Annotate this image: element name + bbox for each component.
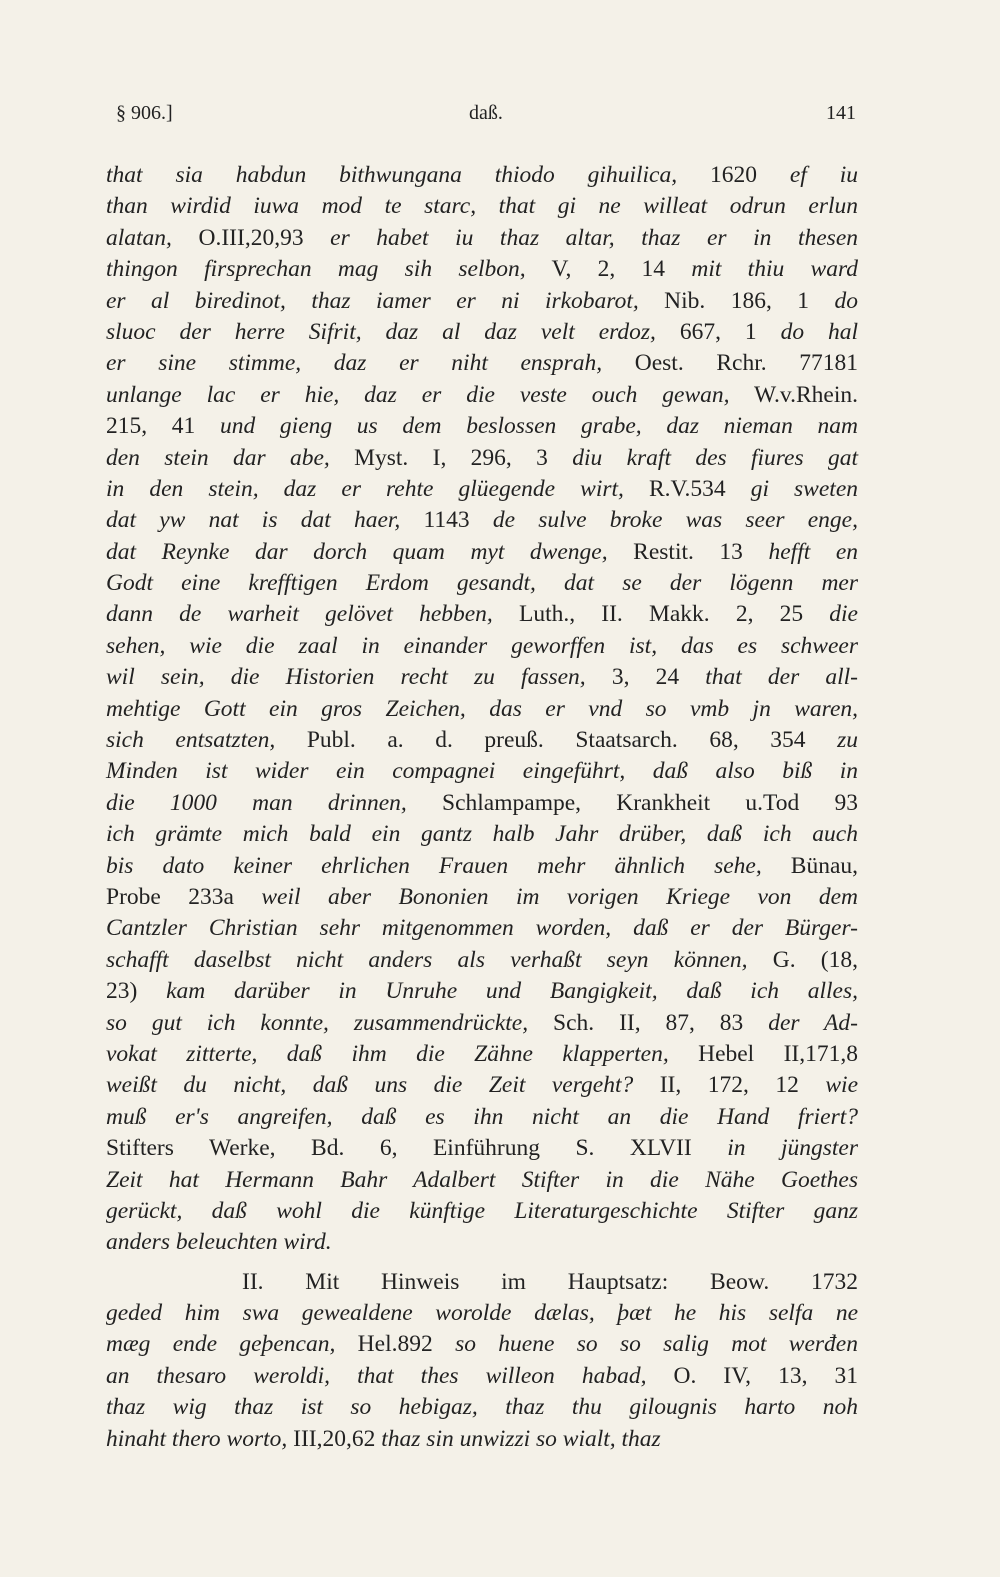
text-line: weißt du nicht, daß uns die Zeit vergeht? II, 172, 12 wie	[106, 1072, 858, 1099]
text-line: hinaht thero worto, III,20,62 thaz sin unwizzi so wialt, thaz	[106, 1425, 661, 1452]
text-line: Minden ist wider ein compagnei eingeführt, daß also biß in	[106, 758, 858, 785]
text-line: that sia habdun bithwungana thiodo gihuilica, 1620 ef iu	[106, 162, 858, 188]
text-line: Cantzler Christian sehr mitgenommen worden, daß er der Bürger-	[106, 915, 858, 942]
text-line: er sine stimme, daz er niht ensprah, Oest. Rchr. 77181	[106, 350, 858, 377]
running-header	[116, 102, 856, 132]
text-line: Zeit hat Hermann Bahr Adalbert Stifter in die Nähe Goethes	[106, 1166, 858, 1193]
text-line: alatan, O.III,20,93 er habet iu thaz altar, thaz er in thesen	[106, 224, 858, 251]
text-line: so gut ich konnte, zusammendrückte, Sch. II, 87, 83 der Ad-	[106, 1009, 858, 1036]
text-line: wil sein, die Historien recht zu fassen, 3, 24 that der all-	[106, 664, 859, 691]
text-line: in den stein, daz er rehte glüegende wirt, R.V.534 gi sweten	[106, 475, 858, 502]
text-line: mæg ende geþencan, Hel.892 so huene so so salig mot werđen	[106, 1331, 858, 1358]
text-line: 215, 41 und gieng us dem beslossen grabe, daz nieman nam	[106, 413, 858, 440]
text-line: an thesaro weroldi, that thes willeon habad, O. IV, 13, 31	[106, 1362, 858, 1389]
text-line: II. Mit Hinweis im Hauptsatz: Beow. 1732	[242, 1268, 858, 1295]
text-line: dann de warheit gelövet hebben, Luth., II. Makk. 2, 25 die	[106, 601, 858, 628]
text-line: schafft daselbst nicht anders als verhaßt seyn können, G. (18,	[106, 946, 858, 973]
text-line: than wirdid iuwa mod te starc, that gi ne willeat odrun erlun	[106, 193, 858, 220]
page-number: 141	[826, 102, 856, 124]
text-line: Godt eine krefftigen Erdom gesandt, dat se der lögenn mer	[106, 570, 858, 597]
text-line: gerückt, daß wohl die künftige Literaturgeschichte Stifter ganz	[106, 1197, 858, 1224]
text-line: bis dato keiner ehrlichen Frauen mehr ähnlich sehe, Bünau,	[106, 852, 858, 879]
text-line: geded him swa gewealdene worolde dælas, þæt he his selfa ne	[106, 1300, 858, 1327]
section-number: § 906.]	[116, 102, 173, 124]
page-body	[106, 160, 858, 1455]
text-line: thaz wig thaz ist so hebigaz, thaz thu gilougnis harto noh	[106, 1394, 858, 1421]
text-line: mehtige Gott ein gros Zeichen, das er vnd so vmb jn waren,	[106, 695, 858, 722]
text-line: dat yw nat is dat haer, 1143 de sulve broke was seer enge,	[106, 507, 858, 534]
text-line: vokat zitterte, daß ihm die Zähne klapperten, Hebel II,171,8	[106, 1040, 858, 1067]
text-line: thingon firsprechan mag sih selbon, V, 2, 14 mit thiu ward	[106, 256, 858, 283]
text-line: ich grämte mich bald ein gantz halb Jahr drüber, daß ich auch	[106, 821, 858, 848]
text-line: sich entsatzten, Publ. a. d. preuß. Staatsarch. 68, 354 zu	[106, 727, 859, 754]
text-line: sluoc der herre Sifrit, daz al daz velt erdoz, 667, 1 do hal	[106, 318, 859, 345]
text-line: anders beleuchten wird.	[106, 1229, 332, 1256]
text-line: unlange lac er hie, daz er die veste ouch gewan, W.v.Rhein.	[106, 381, 858, 408]
paragraph-1	[106, 160, 858, 1259]
text-line: 23) kam darüber in Unruhe und Bangigkeit, daß ich alles,	[106, 978, 858, 1005]
text-line: die 1000 man drinnen, Schlampampe, Krankheit u.Tod 93	[106, 789, 858, 816]
text-line: den stein dar abe, Myst. I, 296, 3 diu kraft des fiures gat	[106, 444, 858, 471]
text-line: dat Reynke dar dorch quam myt dwenge, Restit. 13 hefft en	[106, 538, 859, 565]
paragraph-2	[106, 1267, 858, 1455]
text-line: er al biredinot, thaz iamer er ni irkobarot, Nib. 186, 1 do	[106, 287, 858, 314]
text-line: sehen, wie die zaal in einander geworffen ist, das es schweer	[106, 632, 858, 659]
text-line: Stifters Werke, Bd. 6, Einführung S. XLVII in jüngster	[106, 1135, 859, 1162]
text-line: Probe 233a weil aber Bononien im vorigen Kriege von dem	[106, 883, 858, 910]
text-line: muß er's angreifen, daß es ihn nicht an die Hand friert?	[106, 1103, 858, 1130]
running-title: daß.	[469, 102, 503, 124]
